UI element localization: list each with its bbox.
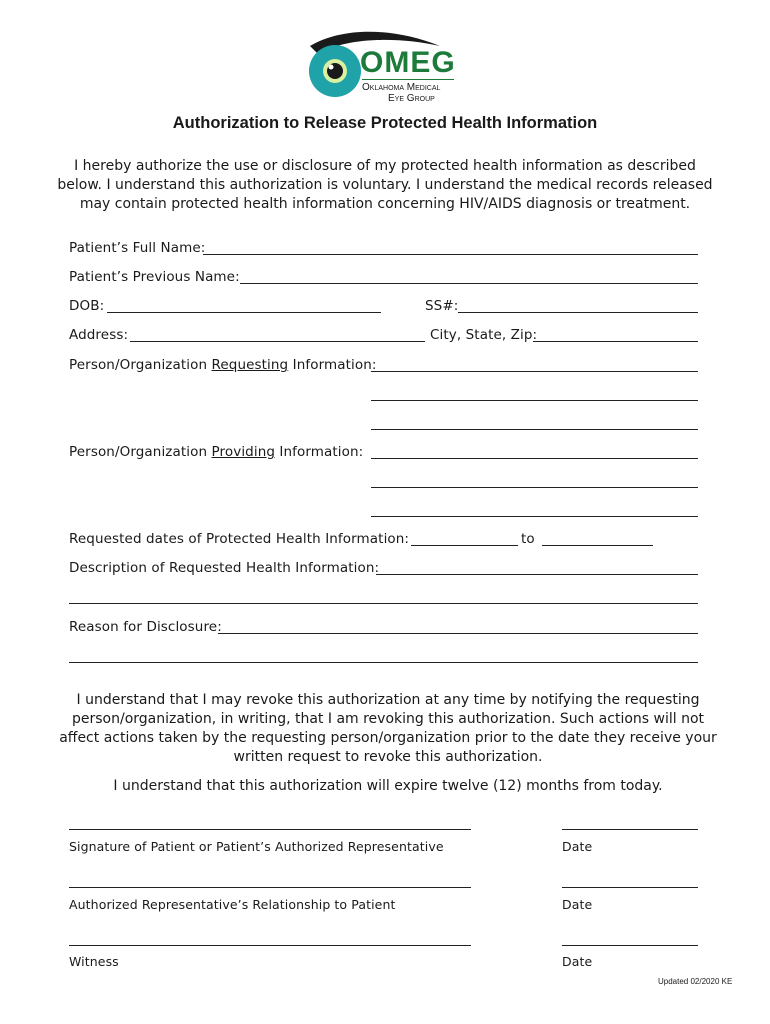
reason-label: Reason for Disclosure: [69,619,222,635]
revoke-line: I understand that I may revoke this authorization at any time by notifying the requesting [76,692,700,708]
description-label: Description of Requested Health Information: [69,560,380,576]
dob-field[interactable] [107,312,381,313]
full-name-field[interactable] [203,254,698,255]
relationship-date-field[interactable] [562,887,698,888]
footer-updated: Updated 02/2020 KE [658,977,733,986]
requesting-label [69,357,377,373]
intro-line: below. I understand this authorization is voluntary. I understand the medical records released [57,177,713,193]
dates-label: Requested dates of Protected Health Information: [69,531,410,547]
date-from-field[interactable] [411,545,518,546]
requesting-field-1[interactable] [371,371,698,372]
requesting-label-pre: Person/Organization [69,357,212,373]
logo-underline [362,79,454,80]
logo-line1: Oklahoma Medical [362,82,441,93]
previous-name-field[interactable] [240,283,698,284]
providing-label-pre: Person/Organization [69,444,212,460]
requesting-label-underlined: Requesting [211,357,289,373]
ssn-field[interactable] [458,312,698,313]
providing-field-1[interactable] [371,458,698,459]
requesting-field-3[interactable] [371,429,698,430]
intro-line: may contain protected health information concerning HIV/AIDS diagnosis or treatment. [79,196,691,212]
providing-label-post: Information: [275,444,364,460]
signature-date-field[interactable] [562,829,698,830]
revoke-line: affect actions taken by the requesting person/organization prior to the date they receive your [59,730,717,746]
logo-acronym: OMEG [360,46,456,79]
reason-field-2[interactable] [69,662,698,663]
city-state-zip-field[interactable] [533,341,698,342]
dates-to-label: to [521,531,535,547]
signature-label: Signature of Patient or Patient’s Authorized Representative [69,839,444,854]
expire-text: I understand that this authorization will expire twelve (12) months from today. [113,778,663,794]
requesting-label-post: Information: [288,357,377,373]
signature-field[interactable] [69,829,471,830]
revoke-line: written request to revoke this authorization. [233,749,543,765]
description-field-2[interactable] [69,603,698,604]
revoke-line: person/organization, in writing, that I am revoking this authorization. Such actions will not [71,711,705,727]
previous-name-label: Patient’s Previous Name: [69,269,240,285]
full-name-label: Patient’s Full Name: [69,240,206,256]
omeg-logo [300,28,460,108]
revoke-paragraph [0,691,770,767]
date-to-field[interactable] [542,545,653,546]
city-state-zip-label: City, State, Zip: [430,327,538,343]
address-field[interactable] [130,341,425,342]
address-label: Address: [69,327,129,343]
relationship-date-label: Date [562,897,593,912]
page-title: Authorization to Release Protected Health Information [172,114,598,132]
providing-field-2[interactable] [371,487,698,488]
witness-field[interactable] [69,945,471,946]
providing-label-underlined: Providing [211,444,276,460]
dob-label: DOB: [69,298,105,314]
witness-label: Witness [69,954,119,969]
description-field-1[interactable] [376,574,698,575]
logo-line2: Eye Group [388,93,435,104]
ssn-label: SS#: [425,298,459,314]
providing-label [69,444,363,460]
providing-field-3[interactable] [371,516,698,517]
relationship-field[interactable] [69,887,471,888]
signature-date-label: Date [562,839,593,854]
witness-date-field[interactable] [562,945,698,946]
witness-date-label: Date [562,954,593,969]
relationship-label: Authorized Representative’s Relationship to Patient [69,897,396,912]
intro-line: I hereby authorize the use or disclosure of my protected health information as described [74,158,696,174]
reason-field-1[interactable] [218,633,698,634]
requesting-field-2[interactable] [371,400,698,401]
intro-paragraph [0,157,770,214]
